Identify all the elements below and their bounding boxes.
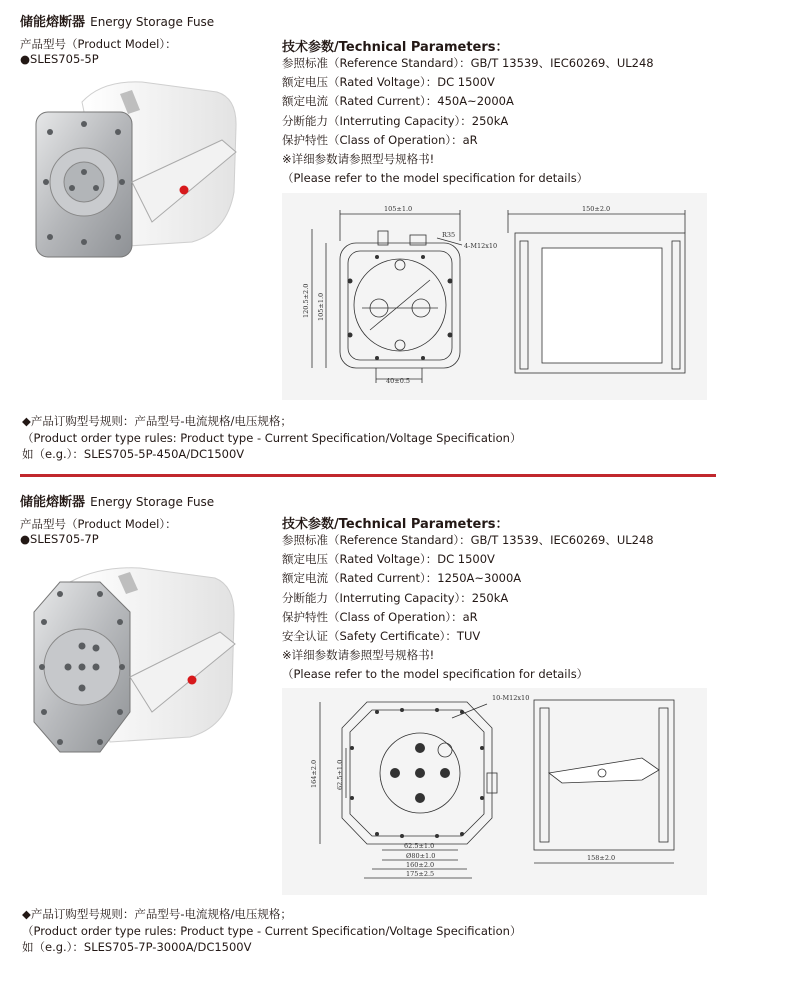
heading-en: Energy Storage Fuse bbox=[90, 15, 215, 29]
model-value: ●SLES705-5P bbox=[20, 52, 99, 66]
param-line: （Please refer to the model specification for details） bbox=[282, 667, 589, 682]
section-2 bbox=[0, 480, 797, 980]
dim-height-outer: 120.5±2.0 bbox=[302, 283, 310, 318]
dim-3: 160±2.0 bbox=[406, 861, 435, 869]
indicator-dot bbox=[188, 676, 197, 685]
dim-1: 62.5±1.0 bbox=[404, 842, 435, 850]
dim-height-outer: 164±2.0 bbox=[310, 759, 318, 788]
dim-width-top: 105±1.0 bbox=[384, 205, 413, 213]
product-photo bbox=[30, 562, 250, 762]
indicator-dot bbox=[180, 186, 189, 195]
rules-line: ◆产品订购型号规则：产品型号-电流规格/电压规格； bbox=[22, 907, 292, 921]
order-rules bbox=[22, 906, 521, 956]
model-label: 产品型号（Product Model）： bbox=[20, 517, 177, 531]
section-1 bbox=[0, 0, 797, 475]
rules-line: 如（e.g.）：SLES705-7P-3000A/DC1500V bbox=[22, 940, 252, 954]
param-line: 额定电压（Rated Voltage）：DC 1500V bbox=[282, 75, 495, 90]
params-title: 技术参数/Technical Parameters： bbox=[282, 40, 509, 55]
rules-line: （Product order type rules: Product type - Current Specification/Voltage Specification） bbox=[22, 430, 522, 445]
param-line: ※详细参数请参照型号规格书! bbox=[282, 648, 435, 663]
section-heading bbox=[20, 11, 214, 30]
param-line: 参照标准（Reference Standard）：GB/T 13539、IEC60269、UL248 bbox=[282, 56, 654, 70]
params-list bbox=[282, 54, 654, 188]
rules-line: （Product order type rules: Product type - Current Specification/Voltage Specification） bbox=[22, 923, 522, 938]
product-photo bbox=[22, 72, 252, 262]
rules-line: ◆产品订购型号规则：产品型号-电流规格/电压规格； bbox=[22, 414, 292, 428]
model-label: 产品型号（Product Model）： bbox=[20, 37, 177, 51]
param-line: 参照标准（Reference Standard）：GB/T 13539、IEC60269、UL248 bbox=[282, 533, 654, 547]
model-value: ●SLES705-7P bbox=[20, 532, 99, 546]
dim-radius: R35 bbox=[442, 231, 456, 239]
param-line: 保护特性（Class of Operation）：aR bbox=[282, 132, 478, 147]
dim-holes: 4-M12x10 bbox=[464, 242, 498, 250]
dim-side-width: 158±2.0 bbox=[587, 854, 616, 862]
dim-bottom: 40±0.5 bbox=[386, 377, 411, 385]
dim-height-inner: 62.5±1.0 bbox=[336, 759, 344, 790]
param-line: 额定电流（Rated Current）：1250A~3000A bbox=[282, 571, 522, 586]
technical-drawing bbox=[282, 193, 707, 400]
dim-2: Ø80±1.0 bbox=[406, 852, 436, 860]
heading-cn: 储能熔断器 bbox=[20, 495, 86, 510]
params-title: 技术参数/Technical Parameters： bbox=[282, 517, 509, 532]
dim-4: 175±2.5 bbox=[406, 870, 435, 878]
dim-holes: 10-M12x10 bbox=[492, 694, 530, 702]
technical-drawing bbox=[282, 688, 707, 895]
param-line: 额定电压（Rated Voltage）：DC 1500V bbox=[282, 552, 495, 567]
section-divider bbox=[20, 474, 716, 477]
heading-cn: 储能熔断器 bbox=[20, 15, 86, 30]
dim-side-width: 150±2.0 bbox=[582, 205, 611, 213]
dim-height-inner: 105±1.0 bbox=[317, 292, 325, 321]
order-rules bbox=[22, 413, 521, 463]
param-line: 保护特性（Class of Operation）：aR bbox=[282, 609, 478, 624]
params-list bbox=[282, 531, 654, 685]
heading-en: Energy Storage Fuse bbox=[90, 495, 215, 509]
param-line: 分断能力（Interruting Capacity）：250kA bbox=[282, 113, 509, 128]
param-line: 安全认证（Safety Certificate）：TUV bbox=[282, 629, 481, 644]
section-heading bbox=[20, 491, 214, 510]
param-line: 分断能力（Interruting Capacity）：250kA bbox=[282, 590, 509, 605]
rules-line: 如（e.g.）：SLES705-5P-450A/DC1500V bbox=[22, 447, 245, 461]
param-line: （Please refer to the model specification for details） bbox=[282, 171, 589, 186]
param-line: 额定电流（Rated Current）：450A~2000A bbox=[282, 94, 514, 109]
param-line: ※详细参数请参照型号规格书! bbox=[282, 152, 435, 167]
